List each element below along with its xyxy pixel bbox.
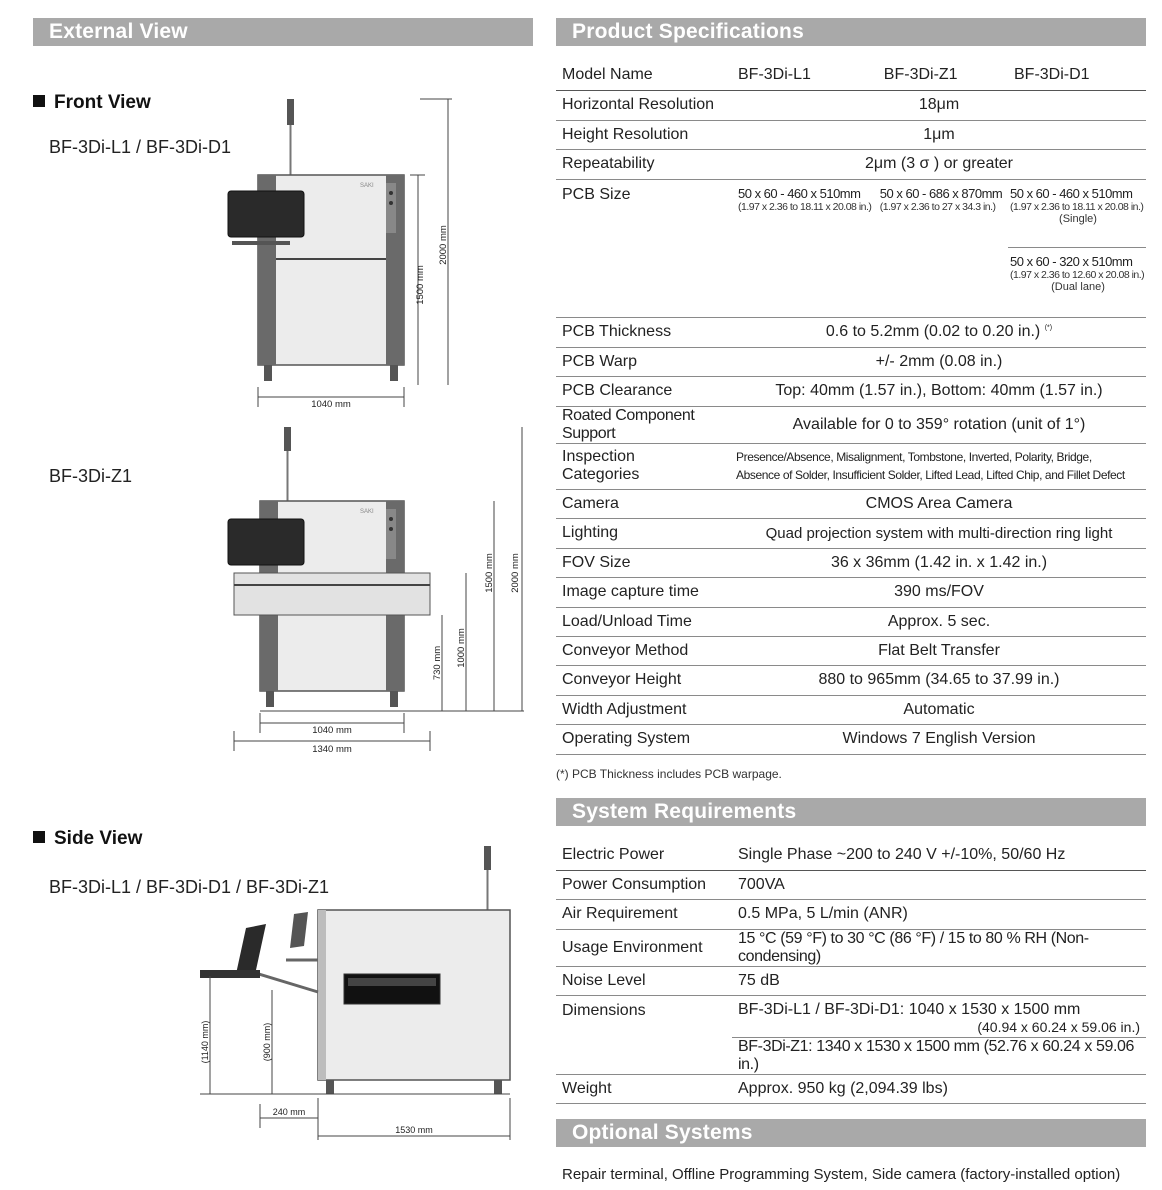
spec-value: Windows 7 English Version <box>732 724 1146 754</box>
front-view-drawing-l1-d1 <box>220 95 470 415</box>
pcb-size-z1: 50 x 60 - 686 x 870mm (1.97 x 2.36 to 27 x 34.3 in.) <box>879 185 1003 213</box>
sys-row <box>556 966 1146 995</box>
spec-label: PCB Clearance <box>556 376 732 406</box>
spec-row <box>556 548 1146 577</box>
spec-value: Flat Belt Transfer <box>732 636 1146 665</box>
empty-cell <box>732 247 1008 317</box>
conveyor-extension <box>234 573 430 615</box>
optional-systems-header: Optional Systems <box>556 1119 1146 1147</box>
sys-label: Usage Environment <box>556 929 732 966</box>
system-requirements-header: System Requirements <box>556 798 1146 826</box>
spec-value: 36 x 36mm (1.42 in. x 1.42 in.) <box>732 548 1146 577</box>
front-model-label-a: BF-3Di-L1 / BF-3Di-D1 <box>49 137 232 157</box>
sys-value: 0.5 MPa, 5 L/min (ANR) <box>732 899 1146 929</box>
sys-row <box>556 840 1146 870</box>
sys-value: 15 °C (59 °F) to 30 °C (86 °F) / 15 to 80 % RH (Non-condensing) <box>732 929 1146 966</box>
side-model-label: BF-3Di-L1 / BF-3Di-D1 / BF-3Di-Z1 <box>49 877 330 897</box>
spec-label: Image capture time <box>556 577 732 607</box>
spec-value: Top: 40mm (1.57 in.), Bottom: 40mm (1.57 in.) <box>732 376 1146 406</box>
monitor-icon <box>228 191 304 237</box>
spec-row <box>556 347 1146 376</box>
sys-label: Weight <box>556 1074 732 1103</box>
dim-1000: 1000 mm <box>456 628 467 668</box>
product-specifications-header: Product Specifications <box>556 18 1146 46</box>
spec-row <box>556 120 1146 149</box>
dim-height-2000: 2000 mm <box>438 225 449 265</box>
spec-label: Width Adjustment <box>556 695 732 724</box>
model-col-l1: BF-3Di-L1 <box>732 60 878 90</box>
spec-label: Conveyor Method <box>556 636 732 665</box>
dim-width-1040: 1040 mm <box>312 725 352 736</box>
spec-label: Model Name <box>556 60 732 90</box>
spec-label: Horizontal Resolution <box>556 90 732 120</box>
spec-row <box>556 90 1146 120</box>
dim-1530: 1530 mm <box>395 1125 433 1135</box>
spec-label: Repeatability <box>556 149 732 179</box>
signal-tower-icon <box>484 846 491 910</box>
spec-label: PCB Size <box>556 179 732 317</box>
side-view-title: Side View <box>33 828 142 850</box>
monitor-icon <box>228 519 304 565</box>
spec-row <box>556 149 1146 179</box>
spec-row <box>556 376 1146 406</box>
front-model-label-b: BF-3Di-Z1 <box>49 466 133 486</box>
sys-row <box>556 929 1146 966</box>
brand-mark: SAKI <box>360 509 374 515</box>
spec-value: +/- 2mm (0.08 in.) <box>732 347 1146 376</box>
spec-row <box>556 636 1146 665</box>
sys-row <box>556 870 1146 899</box>
spec-value: Presence/Absence, Misalignment, Tombstone, Inverted, Polarity, Bridge, Absence of Solder, Insufficient Solder, Lifted Lead, Lifted Chip, and Fillet Defect <box>732 443 1146 489</box>
system-requirements-table <box>556 840 1146 1104</box>
spec-row <box>556 406 1146 443</box>
spec-label: PCB Warp <box>556 347 732 376</box>
spec-value: Available for 0 to 359° rotation (unit of 1°) <box>732 406 1146 443</box>
bullet-square-icon <box>33 831 45 843</box>
sys-value: Approx. 950 kg (2,094.39 lbs) <box>732 1074 1146 1103</box>
external-view-header: External View <box>33 18 533 46</box>
signal-tower-icon <box>287 99 294 175</box>
monitor-arm-icon <box>200 912 318 992</box>
sys-value: BF-3Di-Z1: 1340 x 1530 x 1500 mm (52.76 x 60.24 x 59.06 in.) <box>732 1037 1146 1074</box>
signal-tower-icon <box>284 427 291 501</box>
spec-label: Height Resolution <box>556 120 732 149</box>
dim-height-1500: 1500 mm <box>415 265 426 305</box>
spec-label: Inspection Categories <box>556 443 732 489</box>
sys-label: Electric Power <box>556 840 732 870</box>
dim-240: 240 mm <box>272 1107 306 1117</box>
sys-value: BF-3Di-L1 / BF-3Di-D1: 1040 x 1530 x 1500 mm (40.94 x 60.24 x 59.06 in.) <box>732 995 1146 1037</box>
sys-row <box>556 995 1146 1037</box>
spec-label: Roated Component Support <box>556 406 732 443</box>
spec-value: 18μm <box>732 90 1146 120</box>
sys-label: Air Requirement <box>556 899 732 929</box>
spec-label: Load/Unload Time <box>556 607 732 636</box>
spec-row-pcb-size <box>556 179 1146 247</box>
optional-systems-text: Repair terminal, Offline Programming System, Side camera (factory-installed option) <box>562 1166 1121 1183</box>
spec-value: Approx. 5 sec. <box>732 607 1146 636</box>
spec-row <box>556 577 1146 607</box>
spec-value: 1μm <box>732 120 1146 149</box>
brand-mark: SAKI <box>360 183 374 189</box>
spec-label: Conveyor Height <box>556 665 732 695</box>
dim-width-1340: 1340 mm <box>312 744 352 755</box>
spec-row <box>556 317 1146 347</box>
spec-row <box>556 489 1146 518</box>
spec-value: 390 ms/FOV <box>732 577 1146 607</box>
dim-730: 730 mm <box>432 645 443 681</box>
sys-label: Power Consumption <box>556 870 732 899</box>
spec-value: 0.6 to 5.2mm (0.02 to 0.20 in.) (*) <box>732 317 1146 347</box>
sys-value: 75 dB <box>732 966 1146 995</box>
spec-row <box>556 724 1146 754</box>
pcb-size-l1: 50 x 60 - 460 x 510mm (1.97 x 2.36 to 18.11 x 20.08 in.) <box>738 185 872 213</box>
sys-row <box>556 899 1146 929</box>
bullet-square-icon <box>33 95 45 107</box>
dim-900: (900 mm) <box>262 1022 272 1062</box>
spec-row <box>556 443 1146 489</box>
spec-label: Operating System <box>556 724 732 754</box>
spec-footnote: (*) PCB Thickness includes PCB warpage. <box>556 767 782 781</box>
spec-label: Camera <box>556 489 732 518</box>
sys-row <box>556 1074 1146 1103</box>
model-col-d1: BF-3Di-D1 <box>1008 60 1146 90</box>
spec-value: Quad projection system with multi-direction ring light <box>732 518 1146 548</box>
spec-row <box>556 518 1146 548</box>
spec-row <box>556 695 1146 724</box>
dim-1140: (1140 mm) <box>200 1020 210 1064</box>
spec-label: FOV Size <box>556 548 732 577</box>
sys-label: Dimensions <box>556 995 732 1074</box>
pcb-size-d1-dual: 50 x 60 - 320 x 510mm (1.97 x 2.36 to 12.60 x 20.08 in.) (Dual lane) <box>1008 247 1146 317</box>
spec-value: CMOS Area Camera <box>732 489 1146 518</box>
front-view-title: Front View <box>33 92 151 114</box>
spec-label: Lighting <box>556 518 732 548</box>
dim-width-1040: 1040 mm <box>311 399 351 410</box>
side-view-drawing <box>190 842 520 1142</box>
sys-label: Noise Level <box>556 966 732 995</box>
spec-row-model <box>556 60 1146 90</box>
spec-row <box>556 607 1146 636</box>
spec-value: 2μm (3 σ ) or greater <box>732 149 1146 179</box>
spec-value: 880 to 965mm (34.65 to 37.99 in.) <box>732 665 1146 695</box>
sys-value: Single Phase ~200 to 240 V +/-10%, 50/60 Hz <box>732 840 1146 870</box>
spec-table <box>556 60 1146 755</box>
pcb-size-d1-single: 50 x 60 - 460 x 510mm (1.97 x 2.36 to 18.11 x 20.08 in.) (Single) <box>1008 179 1146 247</box>
spec-label: PCB Thickness <box>556 317 732 347</box>
spec-value: Automatic <box>732 695 1146 724</box>
spec-row <box>556 665 1146 695</box>
sys-value: 700VA <box>732 870 1146 899</box>
front-view-drawing-z1 <box>220 423 530 763</box>
model-col-z1: BF-3Di-Z1 <box>878 60 1008 90</box>
dim-1500: 1500 mm <box>484 553 495 593</box>
dim-2000: 2000 mm <box>510 553 521 593</box>
